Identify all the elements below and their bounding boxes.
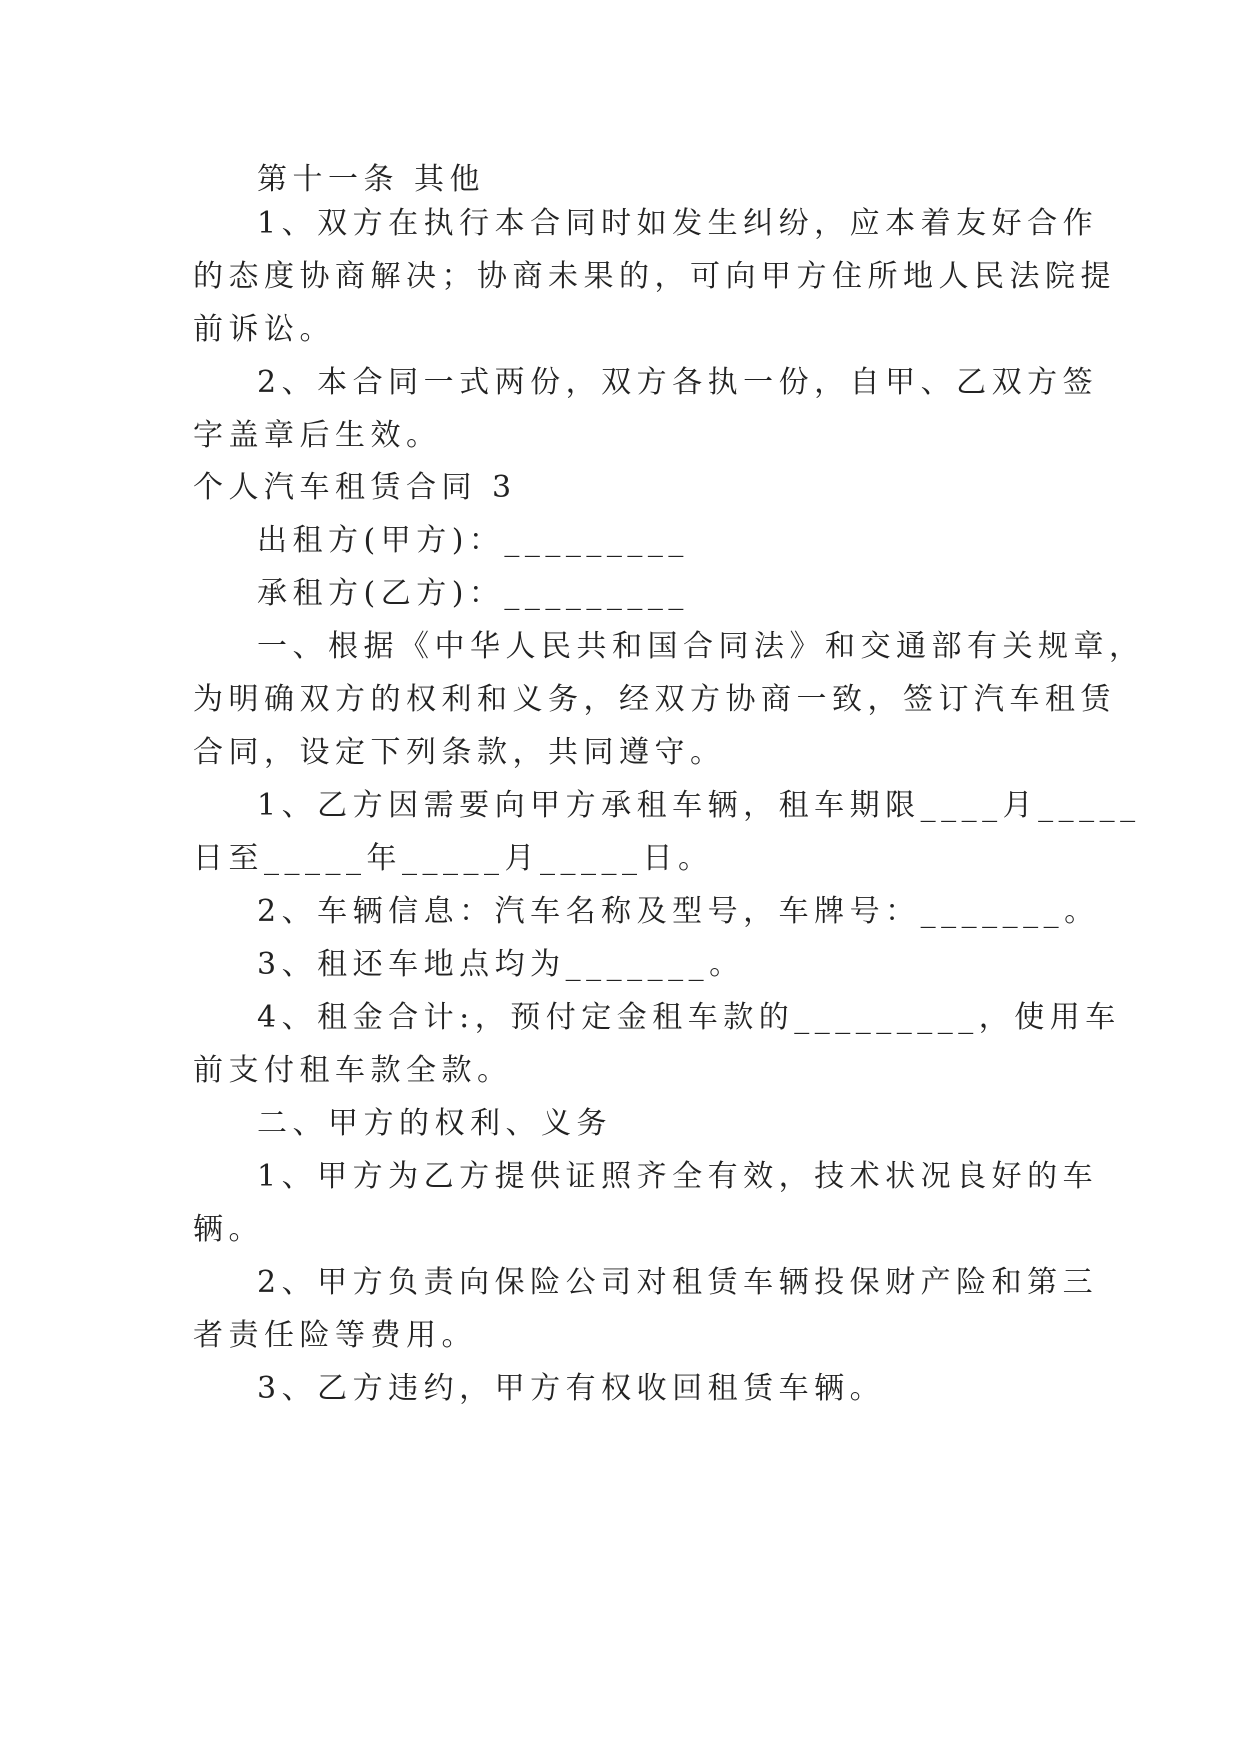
paragraph-line: 的态度协商解决；协商未果的，可向甲方住所地人民法院提 — [193, 259, 1116, 294]
paragraph-line: 字盖章后生效。 — [193, 418, 442, 453]
contract-title: 个人汽车租赁合同 3 — [193, 470, 517, 505]
paragraph-line: 为明确双方的权利和义务，经双方协商一致，签订汽车租赁 — [193, 682, 1116, 717]
paragraph-line: 2、本合同一式两份，双方各执一份，自甲、乙双方签 — [257, 365, 1099, 400]
paragraph-line: 日至_____年_____月_____日。 — [193, 841, 714, 876]
section-heading: 二、甲方的权利、义务 — [257, 1106, 612, 1141]
paragraph-line: 前诉讼。 — [193, 312, 335, 347]
paragraph-line: 一、根据《中华人民共和国合同法》和交通部有关规章， — [257, 629, 1145, 664]
paragraph-line: 者责任险等费用。 — [193, 1318, 477, 1353]
lessee-line: 承租方(乙方)：_________ — [257, 576, 689, 611]
paragraph-line: 1、乙方因需要向甲方承租车辆，租车期限____月_____ — [257, 788, 1141, 823]
paragraph-line: 前支付租车款全款。 — [193, 1053, 513, 1088]
paragraph-line: 2、车辆信息：汽车名称及型号，车牌号：_______。 — [257, 894, 1100, 929]
paragraph-line: 2、甲方负责向保险公司对租赁车辆投保财产险和第三 — [257, 1265, 1099, 1300]
lessor-line: 出租方(甲方)：_________ — [257, 523, 689, 558]
paragraph-line: 3、租还车地点均为_______。 — [257, 947, 745, 982]
paragraph-line: 1、双方在执行本合同时如发生纠纷，应本着友好合作 — [257, 206, 1099, 241]
paragraph-line: 合同，设定下列条款，共同遵守。 — [193, 735, 726, 770]
article-11-heading: 第十一条 其他 — [257, 162, 486, 197]
paragraph-line: 辆。 — [193, 1212, 264, 1247]
paragraph-line: 1、甲方为乙方提供证照齐全有效，技术状况良好的车 — [257, 1159, 1099, 1194]
paragraph-line: 3、乙方违约，甲方有权收回租赁车辆。 — [257, 1371, 886, 1406]
paragraph-line: 4、租金合计:，预付定金租车款的_________，使用车 — [257, 1000, 1121, 1035]
